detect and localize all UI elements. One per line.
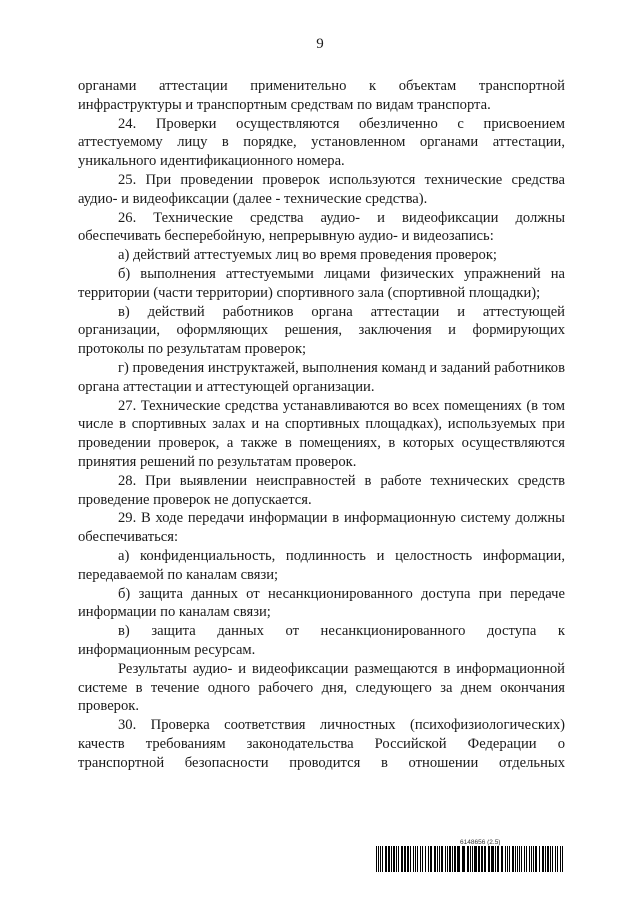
paragraph: б) защита данных от несанкционированного доступа при передаче информации по каналам связи;: [78, 585, 565, 621]
paragraph: в) действий работников органа аттестации и аттестующей организации, оформляющих решения, заключения и формирующих протоколы по результатам проверок;: [78, 303, 565, 358]
paragraph: 24. Проверки осуществляются обезличенно с присвоением аттестуемому лицу в порядке, установленном органами аттестации, уникального идентификационного номера.: [78, 115, 565, 170]
paragraph: в) защита данных от несанкционированного доступа к информационным ресурсам.: [78, 623, 565, 658]
paragraph: 28. При выявлении неисправностей в работе технических средств проведение проверок не допускается.: [78, 472, 565, 508]
paragraph: а) действий аттестуемых лиц во время проведения проверок;: [118, 247, 497, 264]
paragraph: г) проведения инструктажей, выполнения команд и заданий работников органа аттестации и аттестующей организации.: [78, 359, 565, 395]
paragraph: а) конфиденциальность, подлинность и целостность информации, передаваемой по каналам связи;: [78, 547, 565, 583]
paragraph: 25. При проведении проверок используются технические средства аудио- и видеофиксации (далее - технические средства).: [78, 171, 565, 207]
paragraph: б) выполнения аттестуемыми лицами физических упражнений на территории (части территории) спортивного зала (спортивной площадки);: [78, 265, 565, 301]
paragraph: Результаты аудио- и видеофиксации размещаются в информационной системе в течение одного рабочего дня, следующего за днем окончания проверок.: [78, 660, 565, 715]
paragraph: 29. В ходе передачи информации в информационную систему должны обеспечиваться:: [78, 510, 565, 546]
paragraph: 27. Технические средства устанавливаются во всех помещениях (в том числе в спортивных залах и на спортивных площадках), используемых при проведении проверок, а также в помещениях, в которых осуществляются принятия решений по результатам проверок.: [78, 397, 565, 470]
paragraph: 26. Технические средства аудио- и видеофиксации должны обеспечивать бесперебойную, непрерывную аудио- и видеозапись:: [78, 209, 565, 245]
barcode-image: [376, 846, 566, 872]
page-number: 9: [316, 36, 324, 52]
paragraph: органами аттестации применительно к объектам транспортной инфраструктуры и транспортным средствам по видам транспорта.: [78, 78, 565, 113]
paragraph: 30. Проверка соответствия личностных (психофизиологических) качеств требованиям законодательства Российской Федерации о транспортной безопасности проводится в отношении отдельных: [78, 717, 565, 771]
document-code: 6148656 (2.5): [460, 839, 501, 846]
document-body: [78, 77, 565, 772]
